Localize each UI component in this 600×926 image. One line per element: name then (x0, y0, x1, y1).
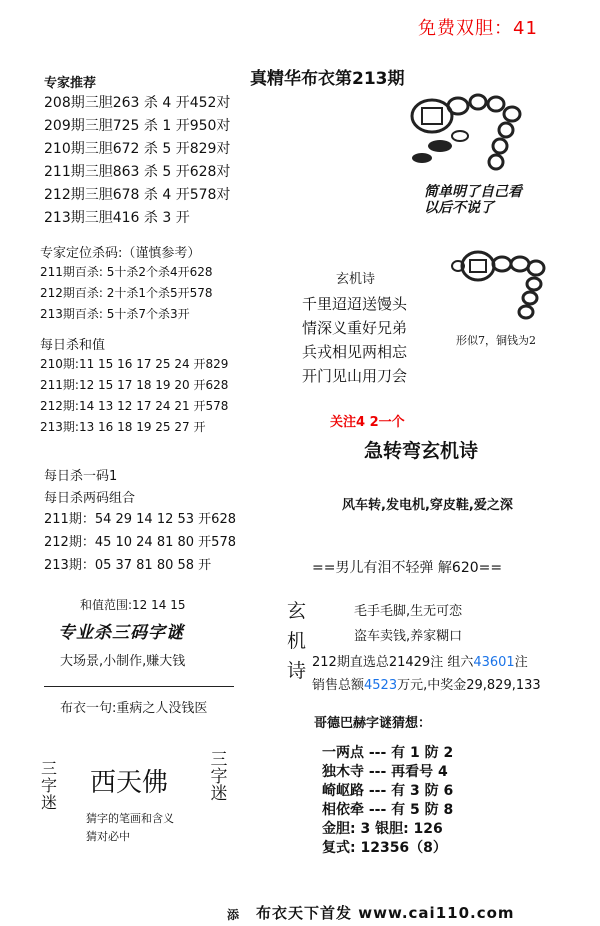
footer-mark: 添 (227, 908, 240, 922)
daily-one-list (44, 508, 236, 577)
man-tears-line: ==男儿有泪不轻弹 解620== (312, 560, 503, 576)
sales-line-1 (312, 651, 528, 670)
expert-list (44, 92, 230, 230)
issue-title: 真精华布衣第213期 (250, 69, 405, 89)
sales-l1-d: 43601 (473, 655, 515, 670)
goldbach-row: 一两点 --- 有 1 防 2 (322, 745, 454, 761)
position-kill-row: 212期百杀: 2十杀1个杀5开578 (40, 286, 213, 300)
sales-l1-c: 注 组六 (430, 655, 474, 670)
expert-row: 209期三胆725 杀 1 开950对 (44, 118, 231, 134)
san-zi-right: 三字迷 (210, 750, 228, 804)
expert-row: 208期三胆263 杀 4 开452对 (44, 95, 231, 111)
expert-row: 211期三胆863 杀 5 开628对 (44, 164, 231, 180)
daily-one-row: 213期：05 37 81 80 58 开 (44, 558, 212, 573)
cartoon1-caption: 简单明了自己看以后不说了 (424, 184, 522, 216)
sales-l2-b: 4523 (364, 678, 398, 693)
position-kill-list (40, 262, 213, 325)
goldbach-row: 复式: 12356（8） (322, 840, 447, 856)
sum-kill-heading: 每日杀和值 (40, 338, 106, 353)
san-zi-left: 三字迷 (40, 759, 57, 812)
poem-lines (302, 292, 407, 388)
san-zi-word: 西天佛 (90, 768, 169, 798)
expert-row: 210期三胆672 杀 5 开829对 (44, 141, 231, 157)
buyi-saying: 布衣一句:重病之人没钱医 (60, 701, 208, 716)
sales-line-2 (312, 674, 541, 693)
xuanji-char: 机 (287, 630, 307, 652)
cartoon2-caption: 形似7，铜钱为2 (456, 334, 536, 347)
footer-text: 布衣天下首发 www.cai110.com (256, 904, 515, 922)
daily-one-heading: 每日杀一码1 (44, 469, 118, 484)
riddle3-title: 专业杀三码字谜 (58, 623, 184, 643)
sales-l1-a: 212期直选总 (312, 655, 389, 670)
sum-kill-row: 213期:13 16 18 19 25 27 开 (40, 420, 206, 434)
sales-l1-e: 注 (514, 655, 528, 670)
position-kill-row: 211期百杀: 5十杀2个杀4开628 (40, 265, 213, 279)
san-zi-hint2: 猜对必中 (86, 830, 130, 843)
position-kill-heading: 专家定位杀码:（谨慎参考） (40, 246, 201, 261)
sum-kill-row: 212期:14 13 12 17 24 21 开578 (40, 399, 229, 413)
goldbach-row: 独木寺 --- 再看号 4 (322, 764, 448, 780)
sum-kill-list (40, 354, 228, 438)
sales-l2-a: 销售总额 (312, 678, 365, 693)
xuanji-side (287, 596, 306, 686)
free-double-header: 免费双胆：41 (418, 18, 538, 39)
san-zi-hint1: 猜字的笔画和含义 (86, 812, 174, 825)
daily-two-heading: 每日杀两码组合 (44, 491, 136, 506)
poem-line: 开门见山用刀会 (302, 367, 408, 385)
poem-line: 兵戎相见两相忘 (302, 343, 408, 361)
daily-one-row: 211期：54 29 14 12 53 开628 (44, 512, 236, 527)
sum-kill-row: 210期:11 15 16 17 25 24 开829 (40, 357, 229, 371)
sum-kill-row: 211期:12 15 17 18 19 20 开628 (40, 378, 229, 392)
divider (44, 686, 234, 687)
daily-one-row: 212期：45 10 24 81 80 开578 (44, 535, 236, 550)
goldbach-row: 相依牵 --- 有 5 防 8 (322, 802, 454, 818)
expert-heading: 专家推荐 (44, 76, 97, 91)
expert-row: 212期三胆678 杀 4 开578对 (44, 187, 231, 203)
riddle3-text: 大场景,小制作,赚大钱 (60, 654, 186, 669)
goldbach-row: 崎岖路 --- 有 3 防 6 (322, 783, 454, 799)
sales-l1-b: 21429 (388, 655, 431, 670)
sum-range: 和值范围:12 14 15 (80, 598, 186, 612)
position-kill-row: 213期百杀: 5十杀7个杀3开 (40, 307, 190, 321)
sales-l2-c: 万元,中奖金29,829,133 (397, 678, 541, 693)
poem-line: 情深义重好兄弟 (302, 319, 408, 337)
poem-title: 玄机诗 (336, 272, 376, 287)
xuanji-char: 玄 (287, 600, 307, 622)
cartoon-seven-illustration (450, 240, 570, 325)
xuanji-char: 诗 (287, 660, 307, 682)
goldbach-row: 金胆: 3 银胆: 126 (322, 821, 443, 837)
expert-row: 213期三胆416 杀 3 开 (44, 210, 190, 226)
goldbach-title: 哥德巴赫字谜猜想： (314, 716, 432, 731)
goldbach-list (322, 744, 453, 858)
xuanji-line-1: 毛手毛脚,生无可恋 (354, 604, 463, 619)
focus-note: 关注4 2一个 (330, 415, 405, 430)
turn-line: 风车转,发电机,穿皮鞋,爱之深 (342, 498, 513, 513)
poem-line: 千里迢迢送馒头 (302, 295, 408, 313)
xuanji-line-2: 盗车卖钱,养家糊口 (354, 629, 463, 644)
turn-title: 急转弯玄机诗 (364, 440, 479, 462)
cartoon-coins-illustration (400, 86, 550, 176)
